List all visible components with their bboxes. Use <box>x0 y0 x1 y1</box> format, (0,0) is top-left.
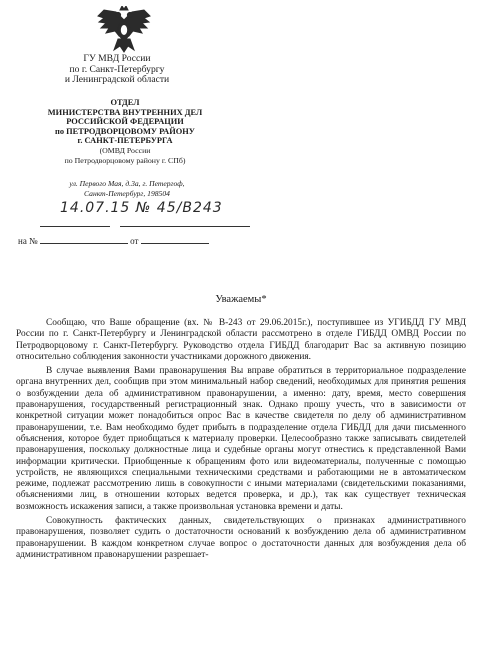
ref-label-from: от <box>130 236 139 246</box>
divider <box>120 226 250 227</box>
header-line: г. САНКТ-ПЕТЕРБУРГА <box>77 136 173 146</box>
letter-body <box>16 318 466 561</box>
body-paragraph: В случае выявления Вами правонарушения Вы вправе обратиться в территориальное подразделение органа внутренних дел, сообщив при этом минимальный набор сведений, необходимых для принятия решения о возбуждении дела об административном правонарушении, а именно: дату, время, место совершения правонарушения, государственный регистрационный знак. Однако прошу учесть, что в зависимости от конкретной ситуации может понадобиться опрос Вас в качестве свидетеля по делу об административном правонарушении, т.е. Вам необходимо будет прибыть в подразделение отдела ГИБДД для дачи письменного объяснения, которое будет приобщаться к материалу проверки. Целесообразно также записывать свидетелей правонарушения, поскольку должностные лица и судебные органы могут отнестись к представленной Вами информации критически. Приобщенные к обращениям фото или видеоматериалы, полученные с помощью устройств, не являющихся специальными техническими средствами и работающими не в автоматическом режиме, подлежат рассмотрению лишь в совокупности с иными материалами (свидетельскими показаниями, объяснениями лиц, в отношении которых ведется проверка, и др.), так как существует техническая возможность искажения записи, а также произвольная установка времени и даты. <box>16 366 466 512</box>
header-line: ГУ МВД России <box>83 53 151 64</box>
header-subline: по Петродворцовому району г. СПб) <box>64 155 186 165</box>
header-line: МИНИСТЕРСТВА ВНУТРЕННИХ ДЕЛ <box>47 107 203 117</box>
reference-line <box>18 234 209 246</box>
eagle-emblem-icon <box>96 6 152 54</box>
header-subline: (ОМВД России <box>99 145 151 155</box>
ref-date-blank <box>141 234 209 244</box>
ministry-header <box>42 54 192 86</box>
divider <box>40 226 110 227</box>
header-line: и Ленинградской области <box>64 74 170 85</box>
address-block <box>52 179 202 198</box>
department-header <box>30 98 220 165</box>
header-line: по г. Санкт-Петербургу <box>69 63 165 75</box>
ref-number-blank <box>40 234 128 244</box>
handwritten-reference: 14.07.15 № 45/В243 <box>60 200 223 216</box>
body-paragraph: Сообщаю, что Ваше обращение (вх. № В-243 от 29.06.2015г.), поступившее из УГИБДД ГУ МВД России по г. Санкт-Петербургу и Ленинградской области рассмотрено в отделе ГИБДД ОМВД России по Петродворцовому г. Санкт-Петербургу. Руководство отдела ГИБДД благодарит Вас за активную позицию относительно соблюдения законности участниками дорожного движения. <box>16 318 466 362</box>
header-line: по ПЕТРОДВОРЦОВОМУ РАЙОНУ <box>55 126 195 136</box>
header-line: ОТДЕЛ <box>110 98 140 107</box>
salutation: Уважаемы* <box>215 294 267 305</box>
header-line: РОССИЙСКОЙ ФЕДЕРАЦИИ <box>66 117 184 127</box>
address-line: ул. Первого Мая, д.3а, г. Петергоф, <box>69 179 185 188</box>
ref-label-no: на № <box>18 236 38 246</box>
body-paragraph: Совокупность фактических данных, свидетельствующих о признаках административного правонарушения, позволяет судить о достаточности оснований к возбуждению дела об административном правонарушении. В каждом конкретном случае вопрос о достаточности данных для возбуждения дела об административном правонарушении разрешает- <box>16 516 466 560</box>
address-line: Санкт-Петербург, 198504 <box>84 188 170 198</box>
